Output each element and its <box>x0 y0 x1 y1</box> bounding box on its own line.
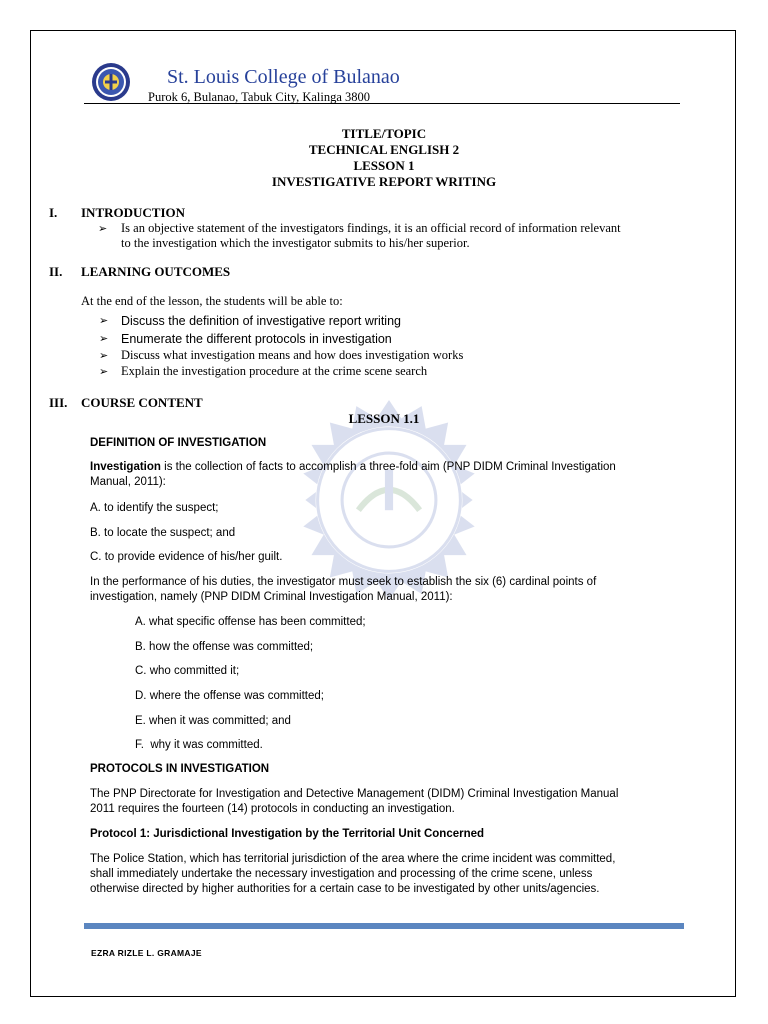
arrowhead-bullet-icon: ➢ <box>99 350 109 362</box>
cardinal-point: B. how the offense was committed; <box>135 641 314 653</box>
lesson-title: INVESTIGATIVE REPORT WRITING <box>271 174 497 189</box>
intro-line-1: Is an objective statement of the investigators findings, it is an official record of information relevant <box>121 221 621 235</box>
cardinal-point: D. where the offense was committed; <box>135 690 324 702</box>
aim-item: A. to identify the suspect; <box>90 502 219 514</box>
investigation-paragraph-line-2: Manual, 2011): <box>90 476 166 488</box>
arrowhead-bullet-icon: ➢ <box>98 223 108 235</box>
investigation-paragraph-line-1 <box>90 460 616 475</box>
section-title: LEARNING OUTCOMES <box>81 264 231 279</box>
footer-rule <box>84 923 684 929</box>
aim-item: B. to locate the suspect; and <box>90 527 236 539</box>
title-line: TITLE/TOPIC <box>341 126 427 141</box>
section-number: I. <box>49 205 58 220</box>
arrowhead-bullet-icon: ➢ <box>99 366 109 378</box>
protocol-1-paragraph-line-2: shall immediately undertake the necessary investigation and processing of the crime scene, unless <box>90 868 593 880</box>
cardinal-point: A. what specific offense has been committed; <box>135 616 366 628</box>
protocols-paragraph-line-2: 2011 requires the fourteen (14) protocols in conducting an investigation. <box>90 803 455 815</box>
aim-item: C. to provide evidence of his/her guilt. <box>90 551 283 563</box>
lesson-number: LESSON 1 <box>353 158 415 173</box>
arrowhead-bullet-icon: ➢ <box>99 333 109 345</box>
protocols-paragraph-line-1: The PNP Directorate for Investigation and Detective Management (DIDM) Criminal Investigation Manual <box>90 788 619 800</box>
protocol-1-paragraph-line-3: otherwise directed by higher authorities for a certain case to be investigated by other units/agencies. <box>90 883 600 895</box>
investigation-definition: is the collection of facts to accomplish a three-fold aim (PNP DIDM Criminal Investigation <box>160 461 616 473</box>
cardinal-point: E. when it was committed; and <box>135 715 291 727</box>
lesson-heading: LESSON 1.1 <box>348 411 420 426</box>
cardinal-paragraph-line-1: In the performance of his duties, the investigator must seek to establish the six (6) cardinal points of <box>90 576 597 588</box>
intro-line-2: to the investigation which the investigator submits to his/her superior. <box>121 236 470 250</box>
outcomes-lead: At the end of the lesson, the students will be able to: <box>81 294 343 308</box>
course-title: TECHNICAL ENGLISH 2 <box>308 142 460 157</box>
outcome-item: Explain the investigation procedure at the crime scene search <box>121 364 428 378</box>
cardinal-paragraph-line-2: investigation, namely (PNP DIDM Criminal Investigation Manual, 2011): <box>90 591 453 603</box>
investigation-term: Investigation <box>90 461 161 473</box>
outcome-item: Enumerate the different protocols in investigation <box>121 332 392 346</box>
protocols-heading: PROTOCOLS IN INVESTIGATION <box>90 763 270 775</box>
college-name: St. Louis College of Bulanao <box>167 66 400 88</box>
college-seal-watermark <box>287 398 491 602</box>
section-title: INTRODUCTION <box>81 205 186 220</box>
definition-heading: DEFINITION OF INVESTIGATION <box>90 437 267 449</box>
arrowhead-bullet-icon: ➢ <box>99 315 109 327</box>
header-rule <box>84 103 680 104</box>
outcome-item: Discuss what investigation means and how does investigation works <box>121 348 464 362</box>
cardinal-point: C. who committed it; <box>135 665 240 677</box>
title-block <box>0 126 768 190</box>
section-number: III. <box>49 395 68 410</box>
college-address: Purok 6, Bulanao, Tabuk City, Kalinga 3800 <box>148 90 371 104</box>
cardinal-point: F. why it was committed. <box>135 739 263 751</box>
footer-author: EZRA RIZLE L. GRAMAJE <box>91 948 202 958</box>
section-number: II. <box>49 264 63 279</box>
college-seal-logo <box>91 62 131 102</box>
outcome-item: Discuss the definition of investigative report writing <box>121 314 401 328</box>
protocol-1-paragraph-line-1: The Police Station, which has territorial jurisdiction of the area where the crime incident was committed, <box>90 853 616 865</box>
protocol-1-heading: Protocol 1: Jurisdictional Investigation by the Territorial Unit Concerned <box>90 828 485 840</box>
section-title: COURSE CONTENT <box>81 395 203 410</box>
